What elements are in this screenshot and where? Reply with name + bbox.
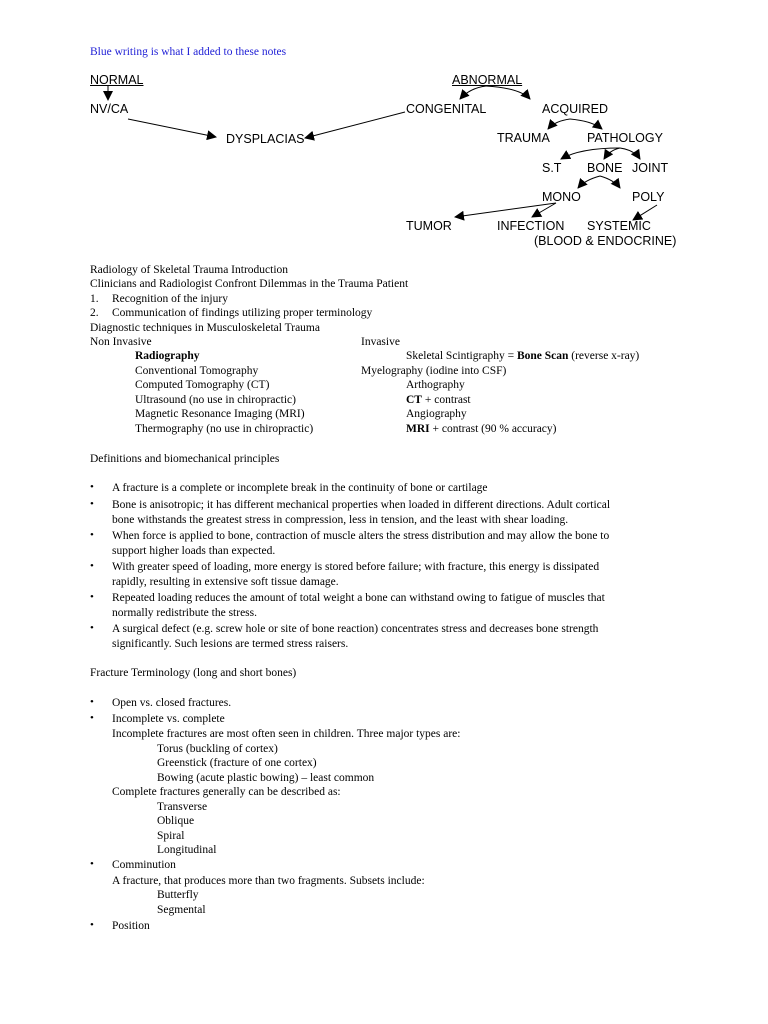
def-line: Bone is anisotropic; it has different mechanical properties when loaded in different directions. Adult cortical [112, 499, 611, 511]
intro-dilemma: Clinicians and Radiologist Confront Dilemmas in the Trauma Patient [90, 278, 409, 290]
term-comminution: Comminution [112, 859, 176, 871]
comm-butterfly: Butterfly [157, 889, 199, 901]
def-line: rapidly, resulting in extensive soft tissue damage. [112, 576, 339, 588]
node-dysplacias: DYSPLACIAS [226, 132, 305, 146]
incomplete-torus: Torus (buckling of cortex) [157, 743, 278, 755]
bullet: • [90, 498, 94, 510]
term-position: Position [112, 920, 150, 932]
arrow-nvca-dysplacias [128, 119, 216, 137]
invasive-header: Invasive [361, 336, 400, 348]
arrow-pathology-joint [620, 148, 640, 159]
node-normal: NORMAL [90, 73, 144, 87]
term-incomplete-complete: Incomplete vs. complete [112, 713, 225, 725]
def-line: significantly. Such lesions are termed stress raisers. [112, 638, 349, 650]
ni-thermography: Thermography (no use in chiropractic) [135, 423, 314, 435]
bullet: • [90, 696, 94, 708]
ni-tomography: Conventional Tomography [135, 365, 259, 377]
diagram-arrows [0, 0, 768, 260]
node-congenital: CONGENITAL [406, 102, 487, 116]
intro-title: Radiology of Skeletal Trauma Introduction [90, 264, 289, 276]
def-line: When force is applied to bone, contraction of muscle alters the stress distribution and may allow the bone to [112, 530, 610, 542]
node-nvca: NV/CA [90, 102, 129, 116]
ni-mri: Magnetic Resonance Imaging (MRI) [135, 408, 305, 420]
node-mono: MONO [542, 190, 581, 204]
incomplete-bowing: Bowing (acute plastic bowing) – least common [157, 772, 375, 784]
bullet: • [90, 622, 94, 634]
node-joint: JOINT [632, 161, 669, 175]
node-trauma: TRAUMA [497, 131, 550, 145]
inv-angiography: Angiography [406, 408, 467, 420]
comm-segmental: Segmental [157, 904, 206, 916]
node-bone: BONE [587, 161, 623, 175]
def-line: Repeated loading reduces the amount of total weight a bone can withstand owing to fatigue of muscles that [112, 592, 605, 604]
bullet: • [90, 712, 94, 724]
bullet: • [90, 591, 94, 603]
inv-arthography: Arthography [406, 379, 465, 391]
incomplete-intro: Incomplete fractures are most often seen in children. Three major types are: [112, 728, 461, 740]
def-line: A surgical defect (e.g. screw hole or site of bone reaction) concentrates stress and decreases bone strength [112, 623, 599, 635]
blue-note: Blue writing is what I added to these notes [90, 46, 287, 58]
arrow-abnormal-congenital [460, 86, 486, 99]
node-systemic-sub: (BLOOD & ENDOCRINE) [534, 234, 677, 248]
bullet: • [90, 481, 94, 493]
intro-num-2: 2. [90, 307, 99, 319]
complete-longitudinal: Longitudinal [157, 844, 217, 856]
diagnostic-heading: Diagnostic techniques in Musculoskeletal Trauma [90, 322, 320, 334]
comminution-intro: A fracture, that produces more than two fragments. Subsets include: [112, 875, 425, 887]
inv-myelography: Myelography (iodine into CSF) [361, 365, 507, 377]
arrow-acquired-pathology [570, 119, 602, 129]
arrow-congenital-dysplacias [305, 112, 405, 138]
arrow-acquired-trauma [548, 119, 570, 129]
intro-num-1: 1. [90, 293, 99, 305]
def-line: With greater speed of loading, more energy is stored before failure; with fracture, this energy is dissipated [112, 561, 600, 573]
intro-item-1: Recognition of the injury [112, 293, 228, 305]
term-open-closed: Open vs. closed fractures. [112, 697, 232, 709]
arrow-pathology-bone [604, 148, 620, 159]
node-systemic: SYSTEMIC [587, 219, 651, 233]
ni-ultrasound: Ultrasound (no use in chiropractic) [135, 394, 296, 406]
node-st: S.T [542, 161, 562, 175]
node-tumor: TUMOR [406, 219, 452, 233]
inv-mri-contrast: MRI + contrast (90 % accuracy) [406, 423, 557, 435]
bullet: • [90, 858, 94, 870]
node-poly: POLY [632, 190, 665, 204]
complete-intro: Complete fractures generally can be described as: [112, 786, 341, 798]
noninvasive-header: Non Invasive [90, 336, 152, 348]
arrow-bone-poly [600, 176, 620, 188]
terminology-header: Fracture Terminology (long and short bones) [90, 667, 297, 679]
incomplete-greenstick: Greenstick (fracture of one cortex) [157, 757, 317, 769]
def-line: A fracture is a complete or incomplete break in the continuity of bone or cartilage [112, 482, 488, 494]
inv-ct-contrast: CT + contrast [406, 394, 471, 406]
bullet: • [90, 560, 94, 572]
arrow-bone-mono [578, 176, 600, 188]
def-line: normally redistribute the stress. [112, 607, 257, 619]
arrow-mono-tumor [455, 203, 556, 217]
inv-scintigraphy: Skeletal Scintigraphy = Bone Scan (reverse x-ray) [406, 350, 640, 362]
bullet: • [90, 919, 94, 931]
bullet: • [90, 529, 94, 541]
intro-item-2: Communication of findings utilizing proper terminology [112, 307, 373, 319]
node-abnormal: ABNORMAL [452, 73, 523, 87]
node-acquired: ACQUIRED [542, 102, 608, 116]
complete-transverse: Transverse [157, 801, 208, 813]
arrow-poly-systemic [633, 205, 657, 220]
def-line: support higher loads than expected. [112, 545, 276, 557]
complete-spiral: Spiral [157, 830, 185, 842]
node-pathology: PATHOLOGY [587, 131, 663, 145]
node-infection: INFECTION [497, 219, 565, 233]
arrow-abnormal-acquired [486, 86, 530, 99]
ni-ct: Computed Tomography (CT) [135, 379, 270, 391]
ni-radiography: Radiography [135, 350, 200, 362]
def-line: bone withstands the greatest stress in compression, less in tension, and the least with shear loading. [112, 514, 569, 526]
definitions-header: Definitions and biomechanical principles [90, 453, 280, 465]
arrow-pathology-st [561, 148, 620, 159]
complete-oblique: Oblique [157, 815, 195, 827]
